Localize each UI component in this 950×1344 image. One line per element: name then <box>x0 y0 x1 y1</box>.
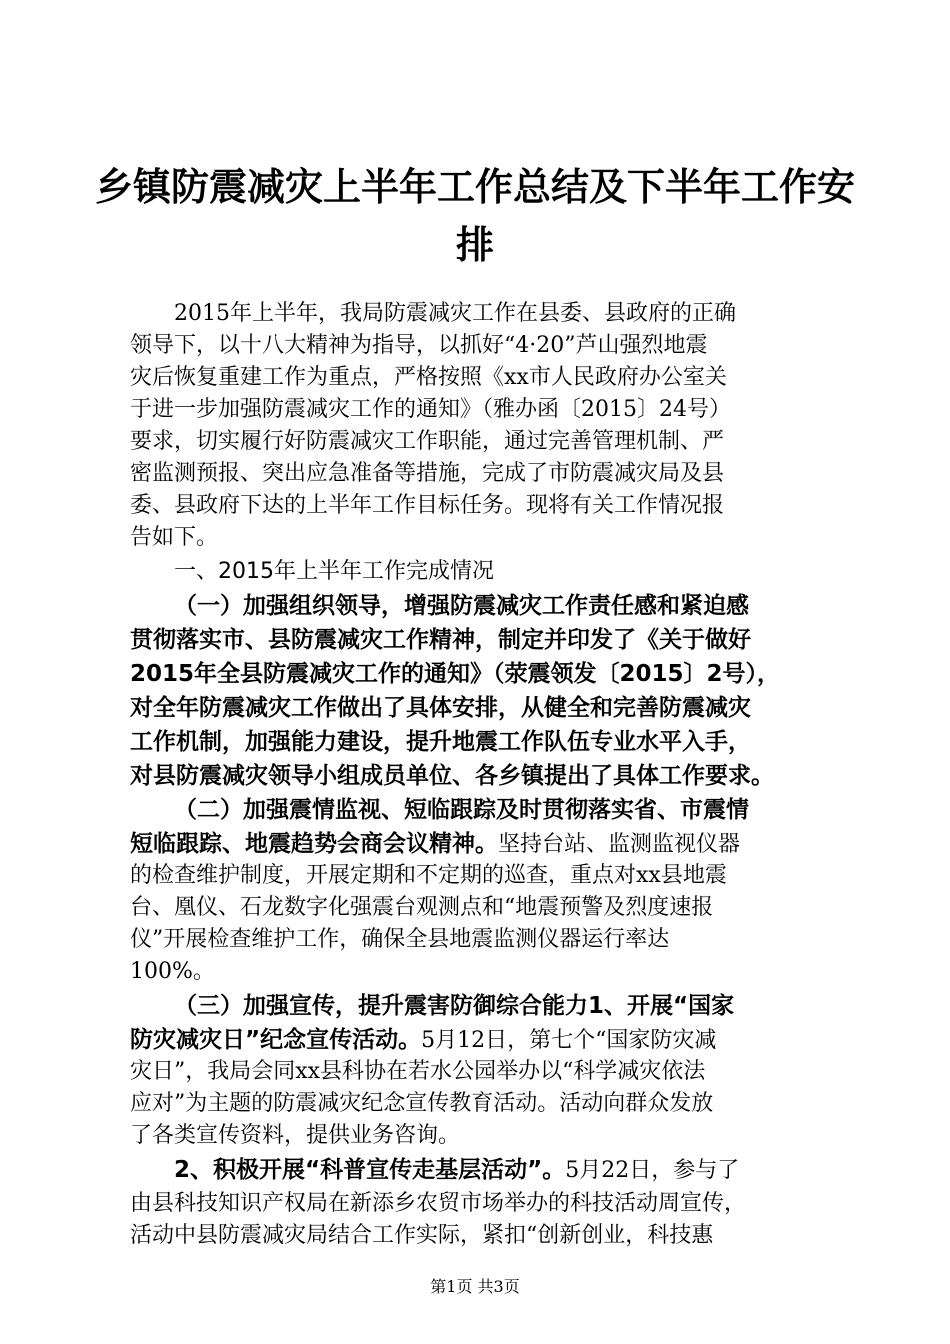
paragraph-line: 对全年防震减灾工作做出了具体安排，从健全和完善防震减灾 <box>130 695 751 721</box>
paragraph-line: 对县防震减灾领导小组成员单位、各乡镇提出了具体工作要求。 <box>130 763 774 789</box>
paragraph-line: 密监测预报、突出应急准备等措施，完成了市防震减灾局及县 <box>130 461 725 486</box>
paragraph-line: 领导下，以十八大精神为指导，以抓好“4·20”芦山强烈地震 <box>130 333 708 358</box>
paragraph-line: 灾日”，我局会同xx县科协在若水公园举办以“科学减灾依法 <box>130 1059 706 1084</box>
paragraph-line <box>130 1154 830 1187</box>
paragraph-text: 5月12日，第七个“国家防灾减 <box>421 1028 717 1053</box>
paragraph-line: （二）加强震情监视、短临跟踪及时贯彻落实省、市震情 <box>174 797 749 823</box>
paragraph-line <box>130 828 830 861</box>
paragraph-line: （一）加强组织领导，增强防震减灾工作责任感和紧迫感 <box>174 593 749 619</box>
paragraph-bold-lead: 防灾减灾日”纪念宣传活动。 <box>130 1027 422 1053</box>
paragraph-line: 2015年上半年，我局防震减灾工作在县委、县政府的正确 <box>174 301 736 326</box>
page-number-footer: 第1页 共3页 <box>430 1277 520 1296</box>
paragraph-line: 了各类宣传资料，提供业务咨询。 <box>130 1123 461 1148</box>
paragraph-line: 应对”为主题的防震减灾纪念宣传教育活动。活动向群众发放 <box>130 1091 714 1116</box>
paragraph-text: 坚持台站、监测监视仪器 <box>498 832 741 857</box>
document-title-line-2: 排 <box>455 222 494 267</box>
paragraph-line: 的检查维护制度，开展定期和不定期的巡查，重点对xx县地震 <box>130 863 727 888</box>
paragraph-line: 贯彻落实市、县防震减灾工作精神，制定并印发了《关于做好 <box>130 627 751 653</box>
document-title-line-1: 乡镇防震减灾上半年工作总结及下半年工作安 <box>94 164 855 209</box>
paragraph-line: 100%。 <box>130 959 215 984</box>
paragraph-line: 告如下。 <box>130 525 219 550</box>
section-heading: 一、2015年上半年工作完成情况 <box>174 559 494 584</box>
paragraph-line: 委、县政府下达的上半年工作目标任务。现将有关工作情况报 <box>130 493 725 518</box>
paragraph-line: 仪”开展检查维护工作，确保全县地震监测仪器运行率达 <box>130 927 670 952</box>
paragraph-line: 由县科技知识产权局在新添乡农贸市场举办的科技活动周宣传， <box>130 1191 747 1216</box>
paragraph-line: 灾后恢复重建工作为重点，严格按照《xx市人民政府办公室关 <box>130 365 727 390</box>
paragraph-line: 台、凰仪、石龙数字化强震台观测点和“地震预警及烈度速报 <box>130 895 714 920</box>
paragraph-line: 活动中县防震减灾局结合工作实际，紧扣“创新创业，科技惠 <box>130 1223 714 1248</box>
paragraph-bold-lead: 短临跟踪、地震趋势会商会议精神。 <box>130 831 498 857</box>
paragraph-line: （三）加强宣传，提升震害防御综合能力1、开展“国家 <box>174 993 735 1019</box>
paragraph-line: 2015年全县防震减灾工作的通知》（荥震领发〔2015〕2号）， <box>130 661 781 687</box>
paragraph-line: 于进一步加强防震减灾工作的通知》（雅办函〔2015〕24号） <box>130 397 731 422</box>
paragraph-line <box>130 1024 830 1057</box>
paragraph-bold-lead: 2、积极开展“科普宣传走基层活动”。 <box>174 1157 566 1183</box>
paragraph-line: 工作机制，加强能力建设，提升地震工作队伍专业水平入手， <box>130 729 751 755</box>
paragraph-line: 要求，切实履行好防震减灾工作职能，通过完善管理机制、严 <box>130 429 725 454</box>
paragraph-text: 5月22日，参与了 <box>565 1158 740 1183</box>
